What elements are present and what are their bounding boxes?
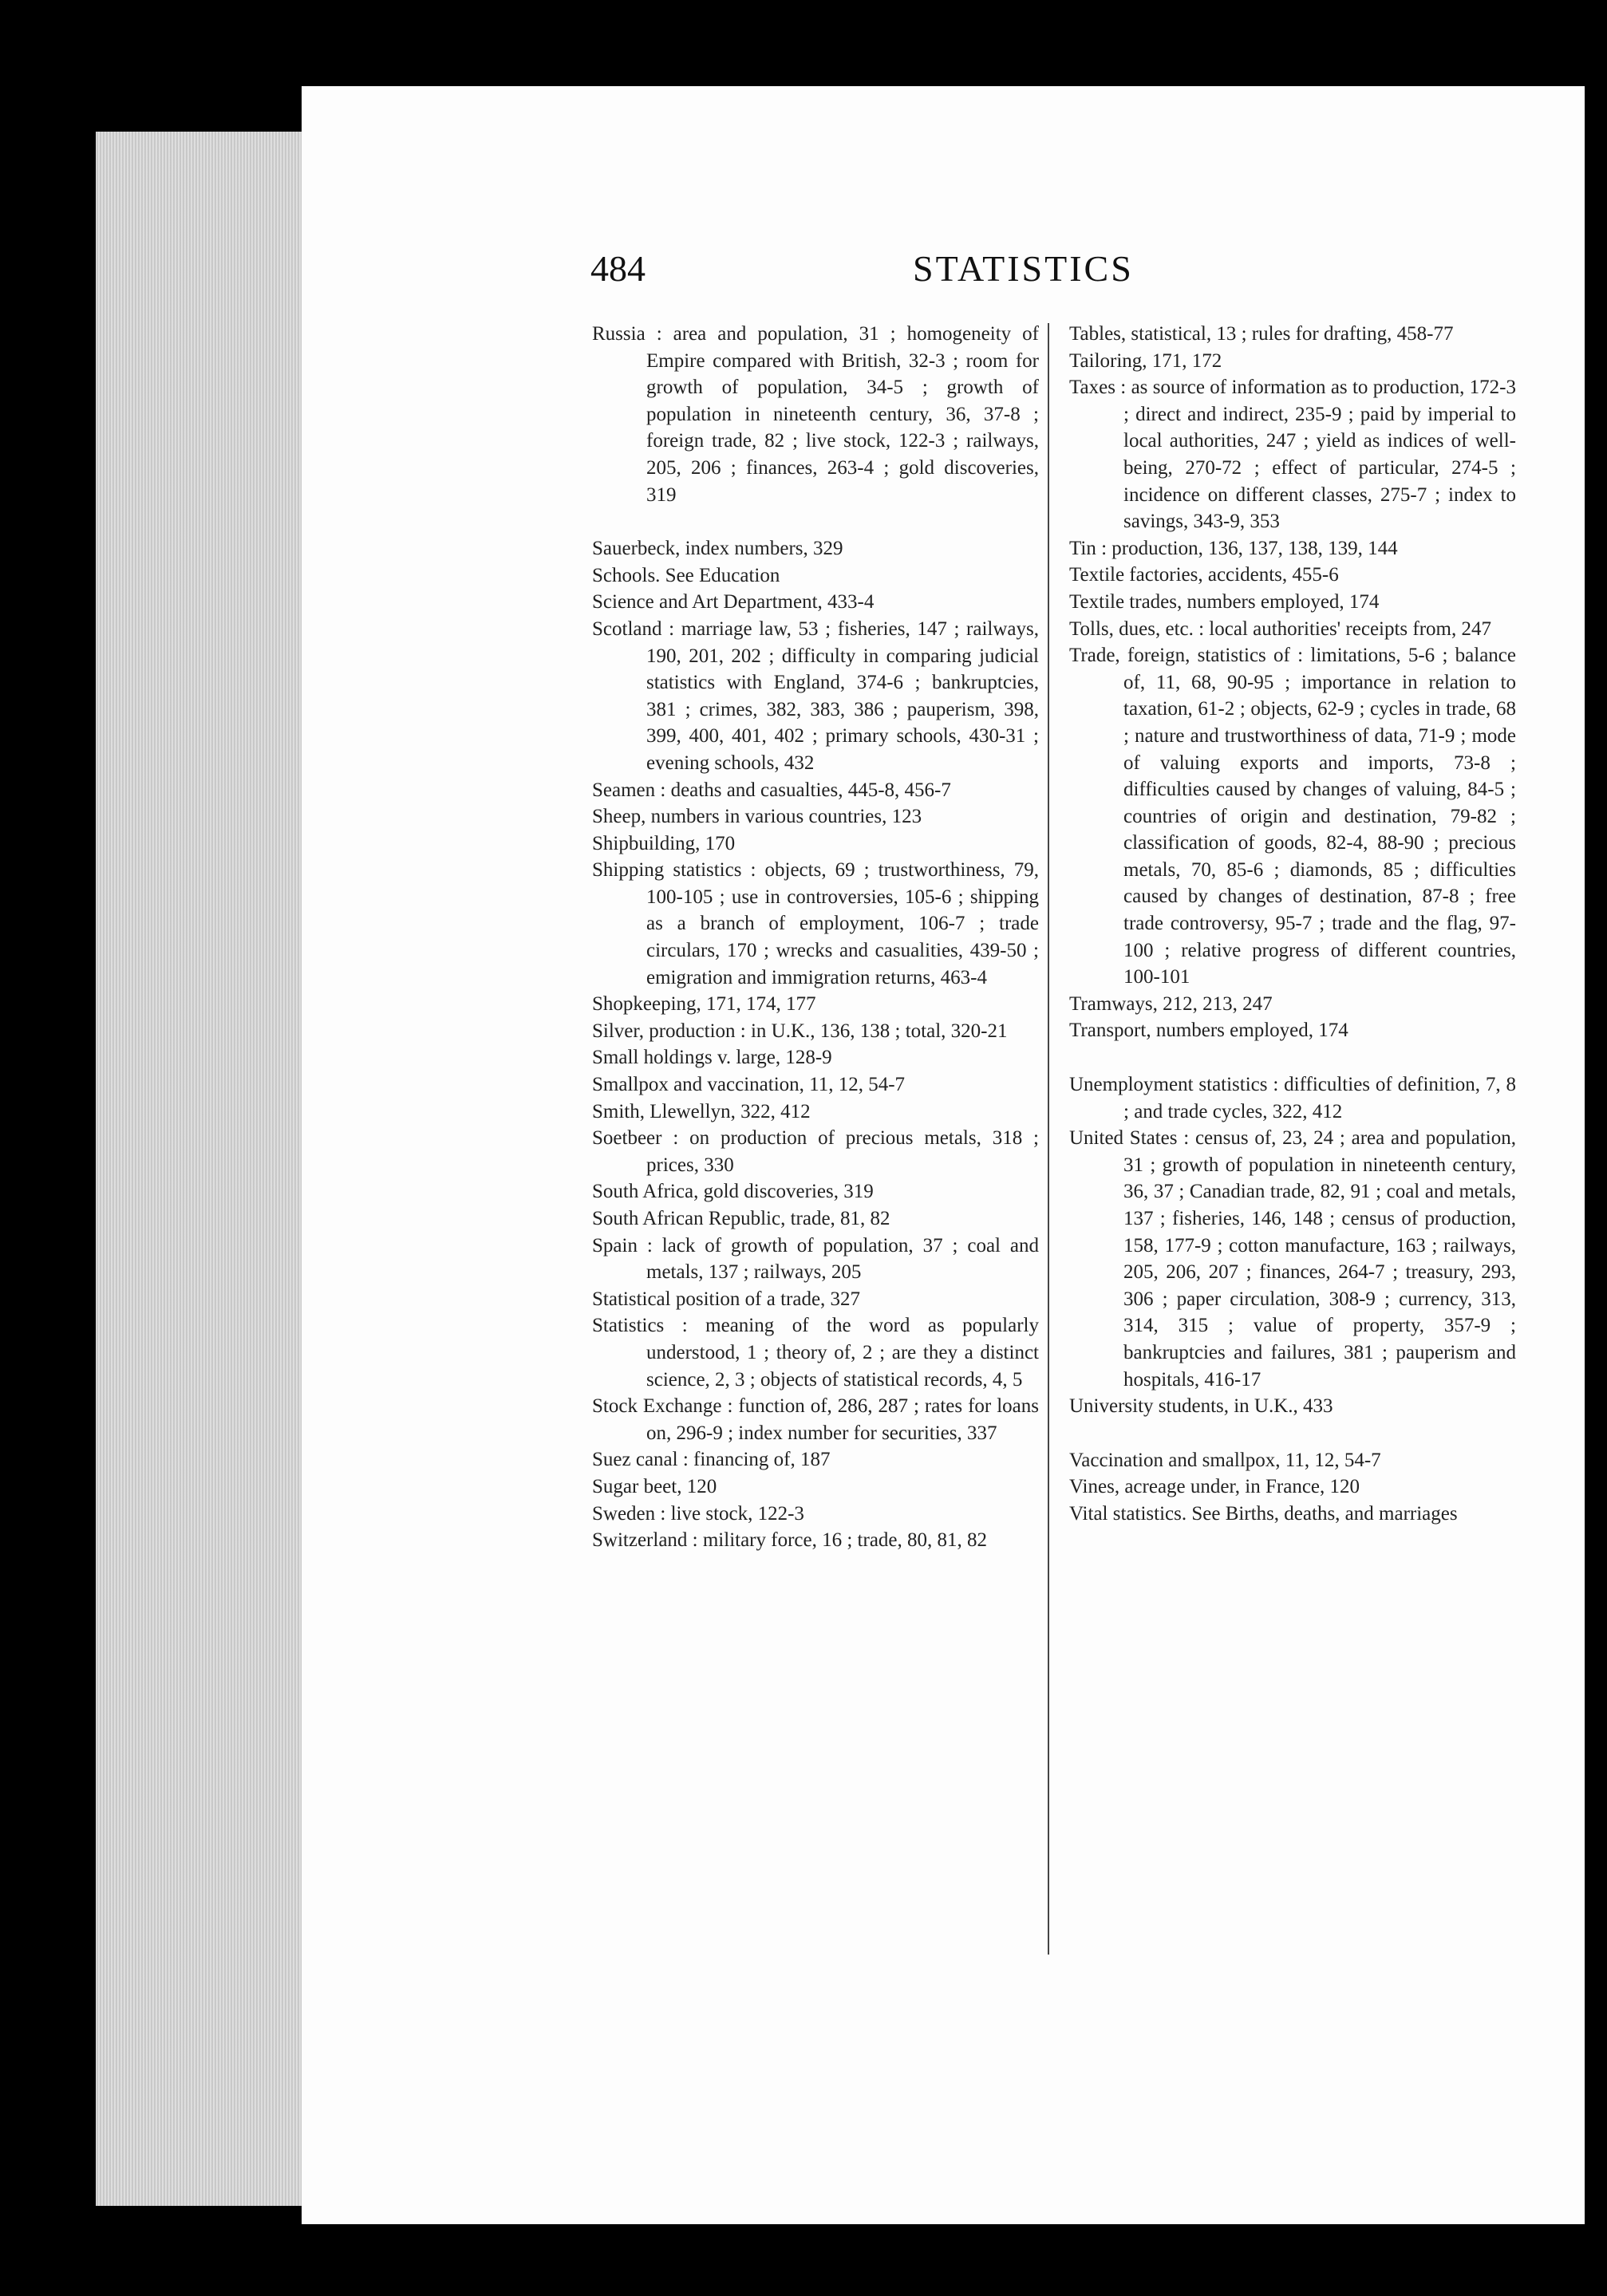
index-entry: Smith, Llewellyn, 322, 412 bbox=[592, 1100, 811, 1122]
index-entry: Tramways, 212, 213, 247 bbox=[1069, 992, 1273, 1015]
index-entry: Sugar beet, 120 bbox=[592, 1475, 717, 1497]
index-entry: Vital statistics. See Births, deaths, and marriages bbox=[1069, 1502, 1458, 1525]
index-entry: Textile trades, numbers employed, 174 bbox=[1069, 590, 1380, 613]
index-entry: Vines, acreage under, in France, 120 bbox=[1069, 1476, 1360, 1498]
section-gap bbox=[1069, 1420, 1516, 1447]
index-column-right bbox=[1069, 321, 1516, 1528]
index-entry: United States : census of, 23, 24 ; area and population, 31 ; growth of population in nineteenth century, 36, 37 ; Canadian trade, 82, 91 ; coal and metals, 137 ; fisheries, 146, 148 ; census of production, 158, 177-9 ; cotton manufacture, 163 ; railways, 205, 206, 207 ; finances, 264-7 ; treasury, 293, 306 ; paper circulation, 308-9 ; currency, 313, 314, 315 ; value of property, 357-9 ; bankruptcies and failures, 381 ; pauperism and hospitals, 416-17 bbox=[1069, 1127, 1516, 1391]
index-entry: Scotland : marriage law, 53 ; fisheries, 147 ; railways, 190, 201, 202 ; difficulty in comparing judicial statistics with England, 374-6 ; bankruptcies, 381 ; crimes, 382, 383, 386 ; pauperism, 398, 399, 400, 401, 402 ; primary schools, 430-31 ; evening schools, 432 bbox=[592, 617, 1039, 774]
index-entry: Unemployment statistics : difficulties of definition, 7, 8 ; and trade cycles, 322, 412 bbox=[1069, 1074, 1516, 1122]
section-gap bbox=[592, 508, 1039, 535]
index-entry: Stock Exchange : function of, 286, 287 ; rates for loans on, 296-9 ; index number for securities, 337 bbox=[592, 1395, 1039, 1444]
index-entry: Small holdings v. large, 128-9 bbox=[592, 1047, 832, 1069]
index-entry: Statistical position of a trade, 327 bbox=[592, 1288, 861, 1310]
index-entry: Smallpox and vaccination, 11, 12, 54-7 bbox=[592, 1074, 906, 1096]
index-entry: Russia : area and population, 31 ; homogeneity of Empire compared with British, 32-3 ; room for growth of population, 34-5 ; growth of population in nineteenth century, 36, 37-8 ; foreign trade, 82 ; live stock, 122-3 ; railways, 205, 206 ; finances, 263-4 ; gold discoveries, 319 bbox=[592, 323, 1039, 506]
index-entry: Soetbeer : on production of precious metals, 318 ; prices, 330 bbox=[592, 1127, 1039, 1176]
index-entry: University students, in U.K., 433 bbox=[1069, 1395, 1333, 1418]
index-entry: Sheep, numbers in various countries, 123 bbox=[592, 806, 922, 828]
index-column-left bbox=[592, 321, 1039, 1554]
index-entry: Shipbuilding, 170 bbox=[592, 832, 736, 854]
index-entry: Spain : lack of growth of population, 37 ; coal and metals, 137 ; railways, 205 bbox=[592, 1234, 1039, 1284]
page-header bbox=[590, 247, 1253, 295]
index-entry: South African Republic, trade, 81, 82 bbox=[592, 1208, 890, 1229]
index-entry: Tailoring, 171, 172 bbox=[1069, 349, 1222, 372]
index-entry: Tables, statistical, 13 ; rules for drafting, 458-77 bbox=[1069, 323, 1454, 345]
running-head: STATISTICS bbox=[913, 248, 1134, 289]
index-entry: Seamen : deaths and casualties, 445-8, 456-7 bbox=[592, 779, 951, 801]
index-entry: Suez canal : financing of, 187 bbox=[592, 1449, 831, 1471]
section-gap bbox=[1069, 1044, 1516, 1071]
index-entry: Science and Art Department, 433-4 bbox=[592, 591, 875, 613]
index-entry: Trade, foreign, statistics of : limitations, 5-6 ; balance of, 11, 68, 90-95 ; importance in relation to taxation, 61-2 ; objects, 62-9 ; cycles in trade, 68 ; nature and trustworthiness of data, 71-9 ; mode of valuing exports and imports, 73-8 ; difficulties caused by changes of valuing, 84-5 ; countries of origin and destination, 79-82 ; classification of goods, 82-4, 88-90 ; precious metals, 70, 85-6 ; diamonds, 85 ; difficulties caused by changes of destination, 87-8 ; free trade controversy, 95-7 ; trade and the flag, 97-100 ; relative progress of different countries, 100-101 bbox=[1069, 645, 1516, 988]
index-entry: Statistics : meaning of the word as popularly understood, 1 ; theory of, 2 ; are they a distinct science, 2, 3 ; objects of statistical records, 4, 5 bbox=[592, 1315, 1039, 1391]
index-entry: Shipping statistics : objects, 69 ; trustworthiness, 79, 100-105 ; use in controversies, 105-6 ; shipping as a branch of employment, 106-7 ; trade circulars, 170 ; wrecks and casualities, 439-50 ; emigration and immigration returns, 463-4 bbox=[592, 859, 1039, 988]
index-entry: Sauerbeck, index numbers, 329 bbox=[592, 538, 843, 560]
index-entry: Textile factories, accidents, 455-6 bbox=[1069, 564, 1339, 586]
index-entry: Taxes : as source of information as to production, 172-3 ; direct and indirect, 235-9 ; paid by imperial to local authorities, 247 ; yield as indices of well-being, 270-72 ; effect of particular, 274-5 ; incidence on different classes, 275-7 ; index to savings, 343-9, 353 bbox=[1069, 377, 1516, 533]
page-number: 484 bbox=[590, 248, 646, 289]
index-entry: Switzerland : military force, 16 ; trade, 80, 81, 82 bbox=[592, 1529, 988, 1552]
index-entry: Silver, production : in U.K., 136, 138 ; total, 320-21 bbox=[592, 1020, 1008, 1042]
index-entry: Shopkeeping, 171, 174, 177 bbox=[592, 993, 816, 1016]
index-entry: Tin : production, 136, 137, 138, 139, 144 bbox=[1069, 537, 1398, 559]
index-entry: South Africa, gold discoveries, 319 bbox=[592, 1181, 874, 1203]
index-entry: Sweden : live stock, 122-3 bbox=[592, 1502, 804, 1525]
column-divider bbox=[1048, 323, 1049, 1955]
index-entry: Vaccination and smallpox, 11, 12, 54-7 bbox=[1069, 1449, 1381, 1471]
page-stack-edge bbox=[96, 132, 327, 2206]
index-entry: Schools. See Education bbox=[592, 564, 780, 586]
index-entry: Transport, numbers employed, 174 bbox=[1069, 1020, 1348, 1042]
index-entry: Tolls, dues, etc. : local authorities' receipts from, 247 bbox=[1069, 617, 1492, 640]
